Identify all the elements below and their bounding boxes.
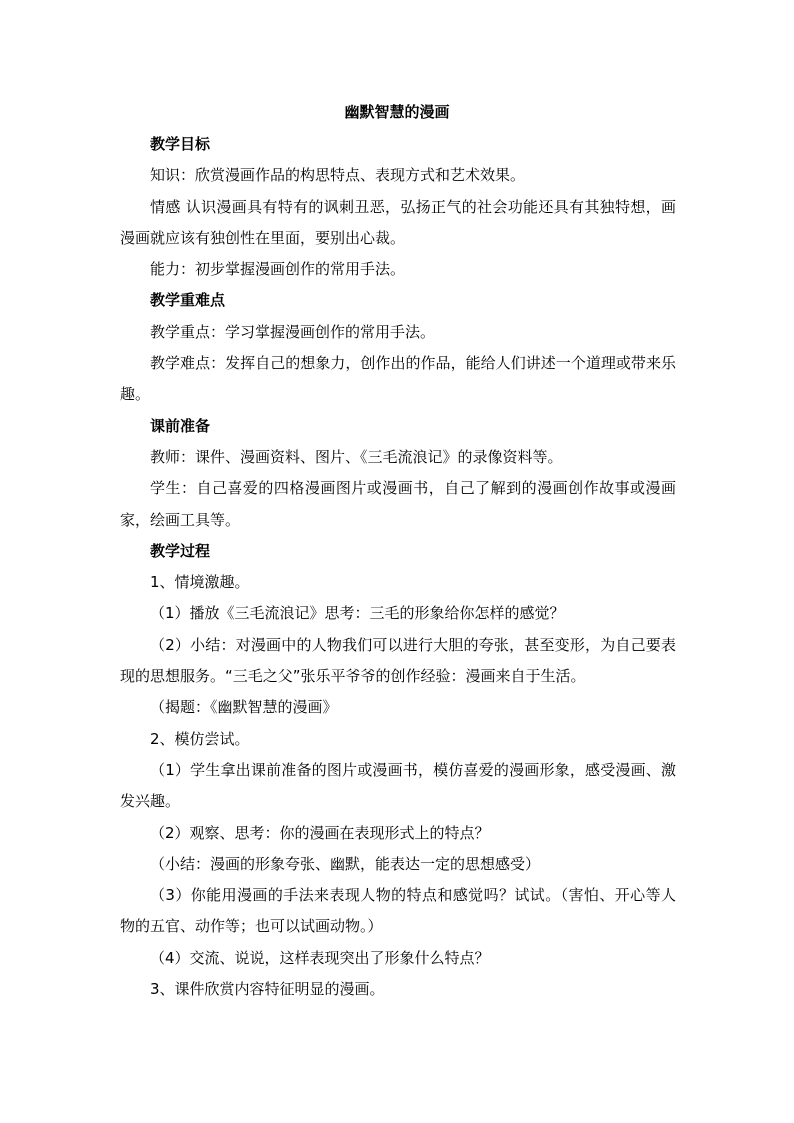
body-paragraph: 能力：初步掌握漫画创作的常用手法。 [150, 260, 406, 279]
body-paragraph: 教学重点：学习掌握漫画创作的常用手法。 [150, 322, 436, 341]
document-body [120, 129, 676, 1005]
body-paragraph: 教学难点：发挥自己的想象力，创作出的作品，能给人们讲述一个道理或带来乐趣。 [120, 354, 676, 404]
body-paragraph: 知识：欣赏漫画作品的构思特点、表现方式和艺术效果。 [150, 166, 526, 185]
body-paragraph: 2、模仿尝试。 [150, 729, 250, 748]
section-heading: 教学过程 [150, 541, 211, 560]
body-paragraph: 教师：课件、漫画资料、图片、《三毛流浪记》的录像资料等。 [150, 447, 563, 466]
body-paragraph: （1）学生拿出课前准备的图片或漫画书，模仿喜爱的漫画形象，感受漫画、激发兴趣。 [120, 760, 676, 811]
section-heading: 教学目标 [150, 135, 211, 153]
body-paragraph: （1）播放《三毛流浪记》思考：三毛的形象给你怎样的感觉？ [150, 604, 565, 623]
body-paragraph: 情感 认识漫画具有特有的讽刺丑恶，弘扬正气的社会功能还具有其独特想，画漫画就应该有独创性在里面，要别出心裁。 [120, 197, 676, 247]
body-paragraph: （小结：漫画的形象夸张、幽默，能表达一定的思想感受） [150, 854, 541, 873]
document-title: 幽默智慧的漫画 [344, 103, 450, 121]
body-paragraph: 学生：自己喜爱的四格漫画图片或漫画书，自己了解到的漫画创作故事或漫画家，绘画工具等。 [120, 479, 676, 529]
body-paragraph: （4）交流、说说，这样表现突出了形象什么特点？ [150, 948, 490, 967]
body-paragraph: （2）小结：对漫画中的人物我们可以进行大胆的夸张，甚至变形，为自己要表现的思想服务。“三毛之父”张乐平爷爷的创作经验：漫画来自于生活。 [120, 635, 676, 686]
body-paragraph: （3）你能用漫画的手法来表现人物的特点和感觉吗？试试。（害怕、开心等人物的五官、动作等；也可以试画动物。） [120, 886, 676, 936]
body-paragraph: 1、情境激趣。 [150, 573, 250, 592]
body-paragraph: （2）观察、思考：你的漫画在表现形式上的特点？ [150, 823, 490, 842]
body-paragraph: 3、课件欣赏内容特征明显的漫画。 [150, 980, 385, 999]
section-heading: 课前准备 [150, 416, 211, 435]
body-paragraph: （揭题：《幽默智慧的漫画》 [150, 698, 338, 717]
section-heading: 教学重难点 [150, 291, 226, 310]
